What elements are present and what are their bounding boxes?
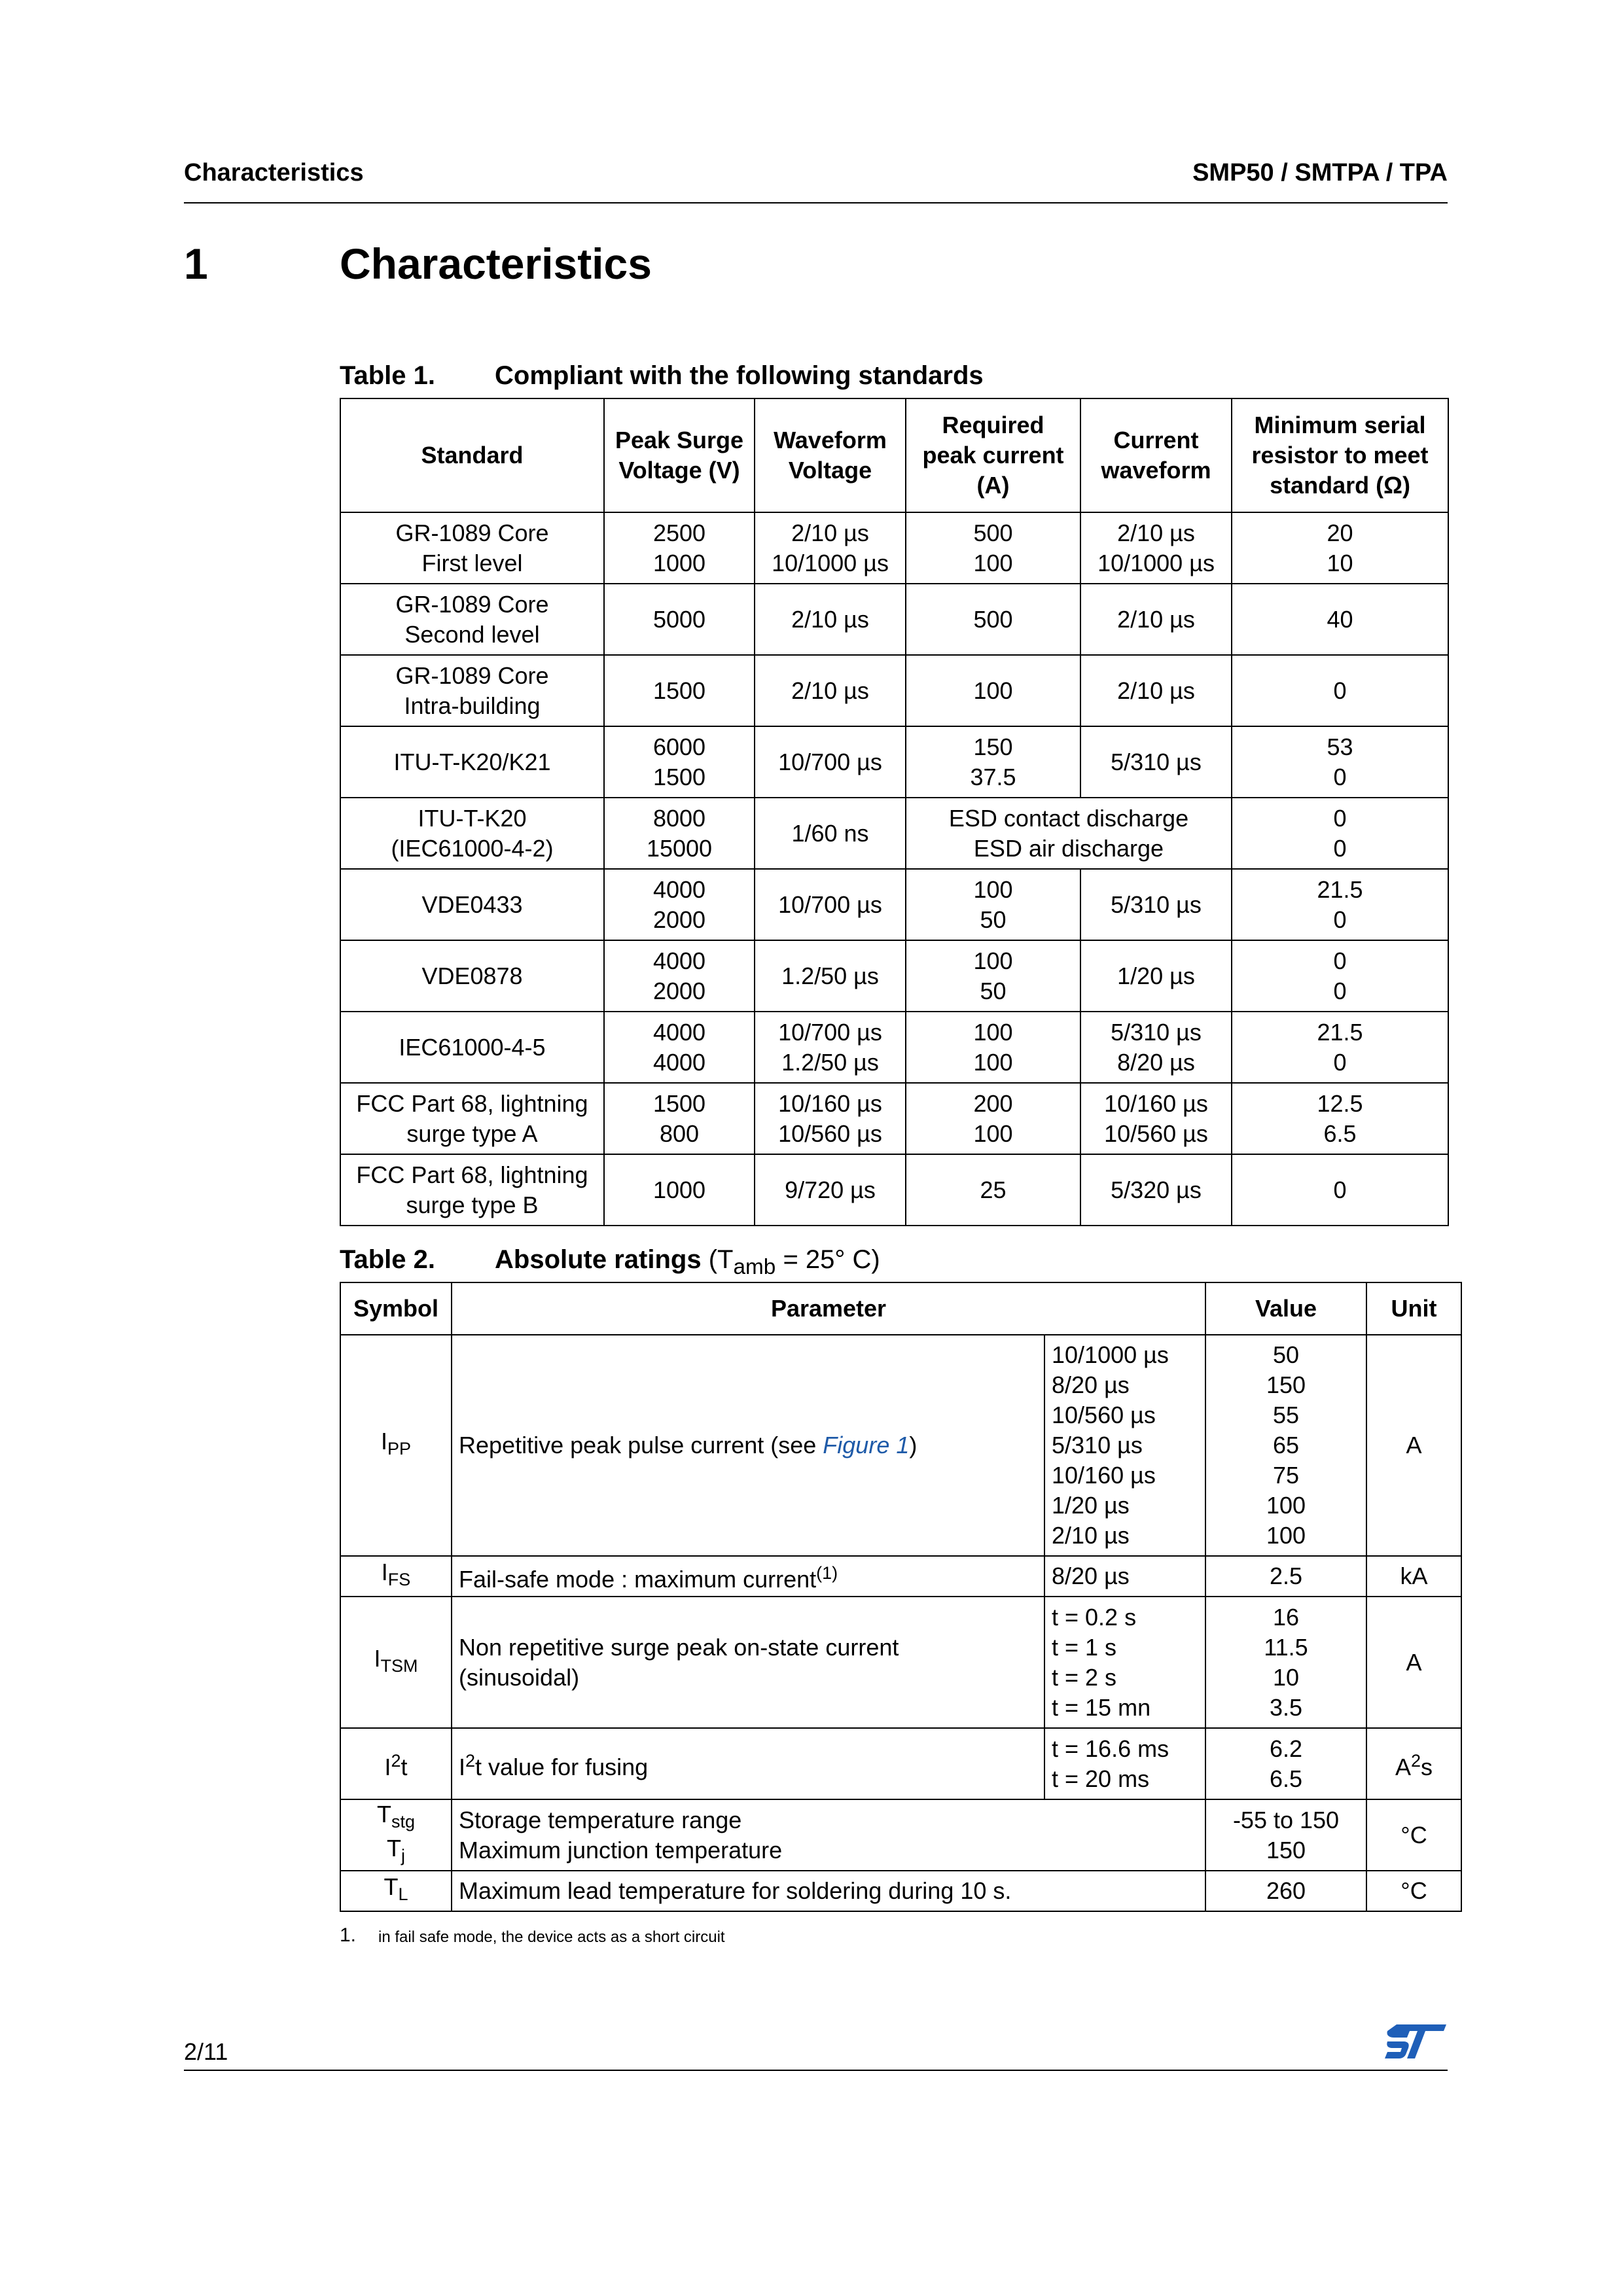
- table-row: [340, 798, 1448, 869]
- cell-current: 500 100: [906, 512, 1080, 584]
- table-row-itsm: [340, 1597, 1461, 1728]
- cell-waveform: 2/10 µs 10/1000 µs: [755, 512, 906, 584]
- table-row: [340, 1083, 1448, 1154]
- cell-conditions-ipp: 10/1000 µs 8/20 µs 10/560 µs 5/310 µs 10/160 µs 1/20 µs 2/10 µs: [1044, 1335, 1205, 1556]
- table-row: [340, 1154, 1448, 1226]
- table2-caption-condition: ($T_{amb} = 25^\circ$ C): [708, 1245, 880, 1279]
- cell-current-waveform: 5/320 µs: [1080, 1154, 1232, 1226]
- cell-value-ifs: 2.5: [1205, 1556, 1366, 1597]
- cell-waveform: 1.2/50 µs: [755, 940, 906, 1012]
- footer-rule: [184, 2070, 1448, 2071]
- cell-parameter-ipp: Repetitive peak pulse current (see Figure 1): [452, 1335, 1044, 1556]
- cell-unit-lead: °C: [1366, 1871, 1461, 1911]
- table1-caption: [340, 361, 984, 391]
- cell-current-waveform: 5/310 µs: [1080, 726, 1232, 798]
- cell-values-ipp: 50 150 55 65 75 100 100: [1205, 1335, 1366, 1556]
- page-number: 2/11: [184, 2038, 228, 2065]
- cell-current-waveform: 10/160 µs 10/560 µs: [1080, 1083, 1232, 1154]
- cell-current-waveform: 5/310 µs 8/20 µs: [1080, 1012, 1232, 1083]
- cell-current: 100 50: [906, 940, 1080, 1012]
- table-row: [340, 726, 1448, 798]
- cell-symbol-ipp: $I_{PP}$: [340, 1335, 452, 1556]
- cell-symbol-ifs: $I_{FS}$: [340, 1556, 452, 1597]
- table-row-ifs: [340, 1556, 1461, 1597]
- absolute-ratings-table: [340, 1282, 1462, 1912]
- cell-esd-discharge: ESD contact discharge ESD air discharge: [906, 798, 1232, 869]
- cell-voltage: 8000 15000: [604, 798, 755, 869]
- table-row-temperature: [340, 1799, 1461, 1871]
- cell-voltage: 4000 4000: [604, 1012, 755, 1083]
- col-header-parameter: Parameter: [452, 1282, 1205, 1335]
- cell-current: 25: [906, 1154, 1080, 1226]
- cell-current: 100 100: [906, 1012, 1080, 1083]
- cell-resistor: 21.5 0: [1232, 869, 1448, 940]
- cell-current-waveform: 2/10 µs 10/1000 µs: [1080, 512, 1232, 584]
- cell-current-waveform: 2/10 µs: [1080, 584, 1232, 655]
- cell-waveform: 1/60 ns: [755, 798, 906, 869]
- cell-standard: GR-1089 Core Intra-building: [340, 655, 604, 726]
- table-row: [340, 584, 1448, 655]
- cell-current: 100 50: [906, 869, 1080, 940]
- cell-unit-itsm: A: [1366, 1597, 1461, 1728]
- table1-header-row: [340, 398, 1448, 512]
- cell-voltage: 6000 1500: [604, 726, 755, 798]
- col-header-value: Value: [1205, 1282, 1366, 1335]
- cell-voltage: 4000 2000: [604, 869, 755, 940]
- cell-parameter-temperature: Storage temperature range Maximum junction temperature: [452, 1799, 1205, 1871]
- cell-resistor: 0: [1232, 1154, 1448, 1226]
- cell-resistor: 0 0: [1232, 940, 1448, 1012]
- cell-current: 500: [906, 584, 1080, 655]
- st-logo-icon: [1383, 2022, 1448, 2061]
- cell-symbol-lead: $T_L$: [340, 1871, 452, 1911]
- cell-resistor: 53 0: [1232, 726, 1448, 798]
- table2-header-row: [340, 1282, 1461, 1335]
- cell-unit-ipp: A: [1366, 1335, 1461, 1556]
- col-header-waveform-voltage: Waveform Voltage: [755, 398, 906, 512]
- cell-current: 150 37.5: [906, 726, 1080, 798]
- running-header-right: SMP50 / SMTPA / TPA: [1192, 159, 1448, 186]
- table2-caption-title: Absolute ratings: [495, 1245, 702, 1274]
- section-number: 1: [184, 239, 208, 288]
- cell-conditions-itsm: t = 0.2 s t = 1 s t = 2 s t = 15 mn: [1044, 1597, 1205, 1728]
- cell-unit-i2t: $A^2s$: [1366, 1728, 1461, 1799]
- cell-standard: ITU-T-K20/K21: [340, 726, 604, 798]
- cell-voltage: 4000 2000: [604, 940, 755, 1012]
- cell-current: 200 100: [906, 1083, 1080, 1154]
- cell-unit-ifs: kA: [1366, 1556, 1461, 1597]
- cell-standard: ITU-T-K20 (IEC61000-4-2): [340, 798, 604, 869]
- table-row: [340, 940, 1448, 1012]
- header-rule: [184, 202, 1448, 203]
- cell-values-temperature: -55 to 150 150: [1205, 1799, 1366, 1871]
- cell-current-waveform: 5/310 µs: [1080, 869, 1232, 940]
- table-row: [340, 512, 1448, 584]
- col-header-symbol: Symbol: [340, 1282, 452, 1335]
- table-row: [340, 869, 1448, 940]
- table-row: [340, 655, 1448, 726]
- standards-table: [340, 398, 1449, 1226]
- cell-resistor: 0 0: [1232, 798, 1448, 869]
- col-header-standard: Standard: [340, 398, 604, 512]
- cell-waveform: 10/700 µs: [755, 869, 906, 940]
- cell-condition-ifs: 8/20 µs: [1044, 1556, 1205, 1597]
- cell-parameter-itsm: Non repetitive surge peak on-state current (sinusoidal): [452, 1597, 1044, 1728]
- cell-resistor: 0: [1232, 655, 1448, 726]
- cell-standard: FCC Part 68, lightning surge type B: [340, 1154, 604, 1226]
- cell-waveform: 10/160 µs 10/560 µs: [755, 1083, 906, 1154]
- cell-waveform: 2/10 µs: [755, 655, 906, 726]
- cell-current-waveform: 2/10 µs: [1080, 655, 1232, 726]
- cell-standard: VDE0433: [340, 869, 604, 940]
- cell-value-lead: 260: [1205, 1871, 1366, 1911]
- table-row-i2t: [340, 1728, 1461, 1799]
- cell-voltage: 5000: [604, 584, 755, 655]
- cell-unit-temperature: °C: [1366, 1799, 1461, 1871]
- cell-voltage: 1500 800: [604, 1083, 755, 1154]
- cell-standard: VDE0878: [340, 940, 604, 1012]
- section-title: Characteristics: [340, 239, 652, 288]
- table2-caption-number: Table 2.: [340, 1245, 435, 1274]
- table-row: [340, 1012, 1448, 1083]
- cell-parameter-ifs: Fail-safe mode : maximum current$^{(1)}$: [452, 1556, 1044, 1597]
- cell-waveform: 10/700 µs: [755, 726, 906, 798]
- cell-resistor: 20 10: [1232, 512, 1448, 584]
- table2-caption: [340, 1245, 880, 1280]
- cell-standard: FCC Part 68, lightning surge type A: [340, 1083, 604, 1154]
- cell-waveform: 2/10 µs: [755, 584, 906, 655]
- cell-resistor: 21.5 0: [1232, 1012, 1448, 1083]
- table-row-ipp: [340, 1335, 1461, 1556]
- running-header-left: Characteristics: [184, 159, 364, 186]
- cell-values-itsm: 16 11.5 10 3.5: [1205, 1597, 1366, 1728]
- cell-voltage: 2500 1000: [604, 512, 755, 584]
- col-header-current-waveform: Current waveform: [1080, 398, 1232, 512]
- footnote-number: 1.: [340, 1924, 357, 1946]
- cell-conditions-i2t: t = 16.6 ms t = 20 ms: [1044, 1728, 1205, 1799]
- cell-values-i2t: 6.2 6.5: [1205, 1728, 1366, 1799]
- footnote-ref: (1): [816, 1563, 838, 1583]
- cell-voltage: 1000: [604, 1154, 755, 1226]
- table1-caption-number: Table 1.: [340, 361, 435, 390]
- cell-waveform: 10/700 µs 1.2/50 µs: [755, 1012, 906, 1083]
- col-header-unit: Unit: [1366, 1282, 1461, 1335]
- cell-parameter-lead: Maximum lead temperature for soldering during 10 s.: [452, 1871, 1205, 1911]
- table-row-lead-temperature: [340, 1871, 1461, 1911]
- col-header-required-peak-current: Required peak current (A): [906, 398, 1080, 512]
- table1-caption-title: Compliant with the following standards: [495, 361, 984, 390]
- cell-parameter-i2t: $I^2t$ value for fusing: [452, 1728, 1044, 1799]
- col-header-peak-surge-voltage: Peak Surge Voltage (V): [604, 398, 755, 512]
- cell-standard: GR-1089 Core First level: [340, 512, 604, 584]
- cell-resistor: 40: [1232, 584, 1448, 655]
- cell-voltage: 1500: [604, 655, 755, 726]
- cell-standard: IEC61000-4-5: [340, 1012, 604, 1083]
- cell-symbol-itsm: $I_{TSM}$: [340, 1597, 452, 1728]
- cell-symbol-i2t: $I^2t$: [340, 1728, 452, 1799]
- cell-waveform: 9/720 µs: [755, 1154, 906, 1226]
- cell-current-waveform: 1/20 µs: [1080, 940, 1232, 1012]
- figure-1-link[interactable]: Figure 1: [823, 1432, 910, 1458]
- cell-symbol-temperature: $T_{stg}$ $T_j$: [340, 1799, 452, 1871]
- cell-resistor: 12.5 6.5: [1232, 1083, 1448, 1154]
- footnote-text: in fail safe mode, the device acts as a short circuit: [378, 1928, 725, 1946]
- cell-current: 100: [906, 655, 1080, 726]
- cell-standard: GR-1089 Core Second level: [340, 584, 604, 655]
- col-header-min-serial-resistor: Minimum serial resistor to meet standard (Ω): [1232, 398, 1448, 512]
